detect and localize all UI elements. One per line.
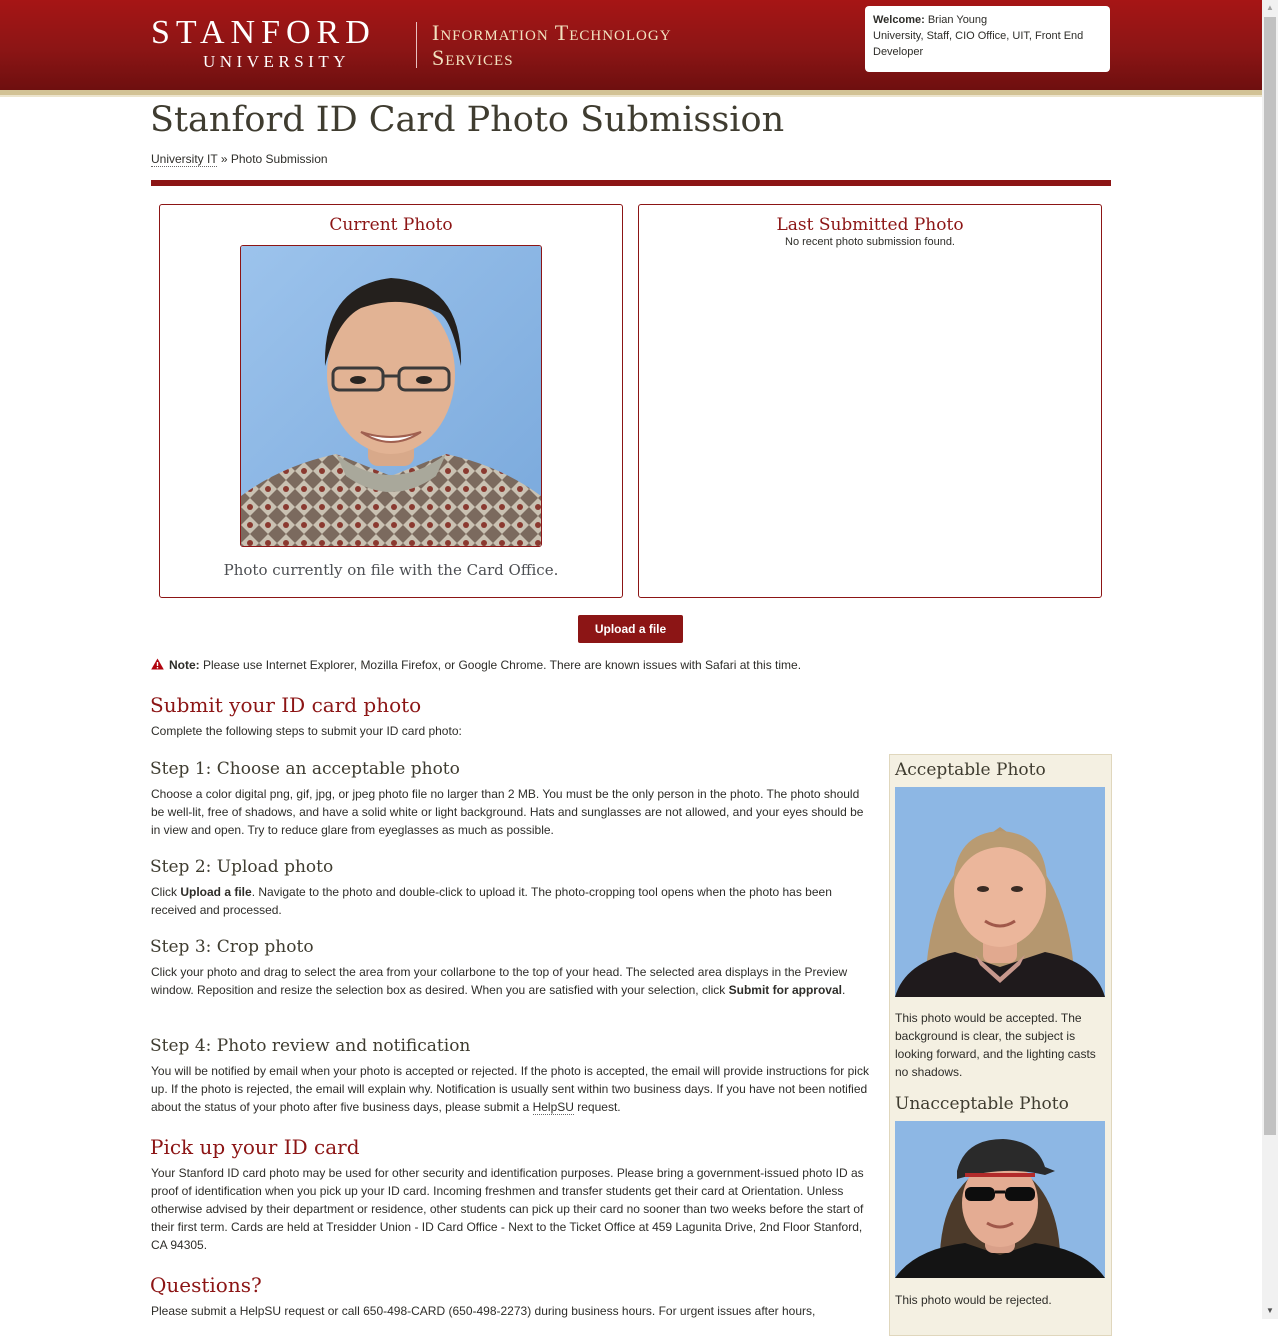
step1-title: Step 1: Choose an acceptable photo [150, 759, 460, 779]
breadcrumb-current: Photo Submission [230, 152, 328, 166]
welcome-affiliation: University, Staff, CIO Office, UIT, Front End Developer [873, 30, 1084, 58]
step4-text: You will be notified by email when your photo is accepted or rejected. If the photo is accepted, the email will provide instructions for pick up. If the photo is rejected, the email will explain why. Notification is usually sent within two business days. If you have not been notified about the status of your photo after five business days, please submit a HelpSU request. [151, 1064, 869, 1114]
note-text: Please use Internet Explorer, Mozilla Firefox, or Google Chrome. There are known issues with Safari at this time. [203, 658, 802, 672]
current-photo-image [240, 245, 542, 547]
pickup-heading: Pick up your ID card [150, 1135, 360, 1159]
header-rule-light [0, 95, 1262, 97]
upload-file-button[interactable]: Upload a file [578, 615, 683, 643]
unacceptable-photo-image [895, 1121, 1105, 1278]
submit-heading: Submit your ID card photo [150, 693, 422, 717]
logo-divider [416, 22, 417, 68]
step3-submit-emphasis: Submit for approval [728, 983, 842, 997]
browser-note [151, 657, 801, 674]
scroll-up-arrow-icon[interactable]: ▲ [1266, 3, 1274, 12]
title-rule [151, 180, 1111, 186]
step2-upload-emphasis: Upload a file [180, 885, 252, 899]
step2-title: Step 2: Upload photo [150, 857, 334, 877]
note-label: Note: [169, 658, 200, 672]
warning-icon [151, 658, 164, 674]
questions-heading: Questions? [150, 1273, 262, 1297]
acceptable-photo-text: This photo would be accepted. The background is clear, the subject is looking forward, and the lighting casts no shadows. [895, 1011, 1096, 1079]
step3-text: Click your photo and drag to select the area from your collarbone to the top of your head. The selected area displays in the Preview window. Reposition and resize the selection box as desired. When you are satisfied with your selection, click Submit for approval. [151, 965, 848, 997]
photo-examples-sidebar [889, 754, 1112, 1336]
current-photo-panel [159, 204, 623, 598]
step1-text: Choose a color digital png, gif, jpg, or jpeg photo file no larger than 2 MB. You must be the only person in the photo. The photo should be well-lit, free of shadows, and have a solid white or light background. Hats and sunglasses are not allowed, and your eyes should be in view and open. Try to reduce glare from eyeglasses as much as possible. [151, 787, 864, 837]
acceptable-photo-title: Acceptable Photo [895, 760, 1046, 780]
helpsu-link[interactable]: HelpSU [532, 1100, 574, 1114]
breadcrumb-home-link[interactable]: University IT [151, 152, 218, 166]
acceptable-photo-image [895, 787, 1105, 997]
its-logo[interactable] [432, 20, 672, 70]
step2-text: Click Upload a file. Navigate to the photo and double-click to upload it. The photo-cropping tool opens when the photo has been received and processed. [151, 885, 832, 917]
unacceptable-photo-title: Unacceptable Photo [895, 1094, 1069, 1114]
breadcrumb [151, 151, 328, 167]
last-photo-empty-message: No recent photo submission found. [785, 236, 955, 248]
page-title: Stanford ID Card Photo Submission [150, 100, 785, 140]
welcome-label: Welcome: [873, 14, 925, 26]
scroll-down-arrow-icon[interactable]: ▼ [1266, 1306, 1274, 1315]
current-photo-caption: Photo currently on file with the Card Office. [223, 561, 559, 579]
step3-title: Step 3: Crop photo [150, 937, 314, 957]
welcome-box [865, 6, 1110, 72]
last-photo-title: Last Submitted Photo [776, 215, 964, 235]
stanford-logo-university[interactable]: UNIVERSITY [203, 52, 350, 71]
pickup-text: Your Stanford ID card photo may be used for other security and identification purposes. Please bring a government-issued photo ID as proof of identification when you pick up your ID card. Incoming freshmen and transfer students get their card at Orientation. Unless otherwise advised by their department or residence, other students can pick up their card no sooner than two weeks before the start of their first term. Cards are held at Tresidder Union - ID Card Office - Next to the Ticket Office at 459 Lagunita Drive, 2nd Floor Stanford, CA 94305. [151, 1166, 864, 1252]
stanford-logo-wordmark[interactable]: STANFORD [151, 14, 376, 51]
last-submitted-photo-panel [638, 204, 1102, 598]
scrollbar-thumb[interactable] [1264, 17, 1276, 1135]
breadcrumb-separator: » [220, 152, 228, 166]
welcome-name: Brian Young [927, 14, 988, 26]
its-logo-line1: Information Technology [432, 20, 672, 45]
unacceptable-photo-text: This photo would be rejected. [895, 1293, 1052, 1307]
submit-intro: Complete the following steps to submit your ID card photo: [151, 724, 462, 738]
step4-title: Step 4: Photo review and notification [150, 1036, 471, 1056]
its-logo-line2: Services [432, 45, 514, 70]
questions-text: Please submit a HelpSU request or call 650-498-CARD (650-498-2273) during business hours. For urgent issues after hours, [151, 1304, 816, 1318]
current-photo-title: Current Photo [329, 215, 453, 235]
